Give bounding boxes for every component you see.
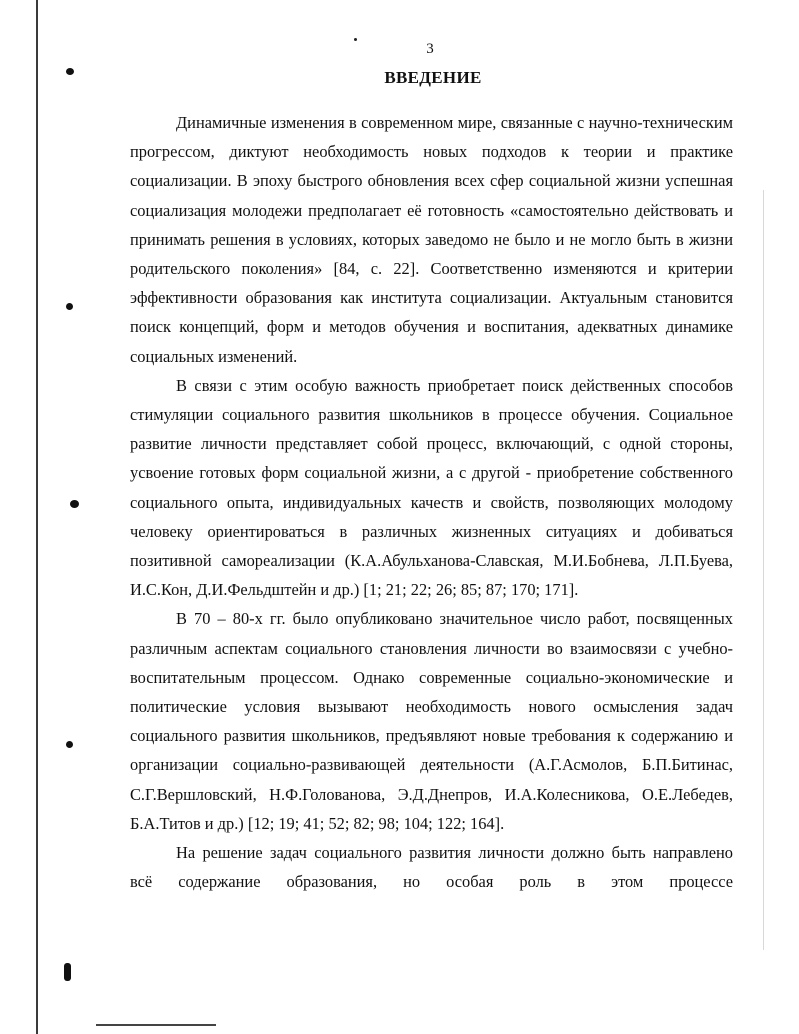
- paragraph: На решение задач социального развития личности должно быть направлено всё содержание образования, но особая роль в этом процессе: [130, 843, 733, 892]
- scan-edge-line: [36, 0, 38, 1034]
- paragraph: В 70 – 80-х гг. было опубликовано значительное число работ, посвященных различным аспектам социального становления личности во взаимосвязи с учебно-воспитательным процессом. Однако современные социально-экономические и политические условия вызывают необходимость нового осмысления задач социального развития школьников, предъявляют новые требования к содержанию и организации социально-развивающей деятельности (А.Г.Асмолов, Б.П.Битинас, С.Г.Вершловский, Н.Ф.Голованова, Э.Д.Днепров, И.А.Колесникова, О.Е.Лебедев, Б.А.Титов и др.) [12; 19; 41; 52; 82; 98; 104; 122; 164].: [130, 609, 733, 833]
- paragraph: В связи с этим особую важность приобретает поиск действенных способов стимуляции социального развития школьников в процессе обучения. Социальное развитие личности представляет собой процесс, включающий, с одной стороны, усвоение готовых форм социальной жизни, а с другой - приобретение собственного социального опыта, индивидуальных качеств и свойств, позволяющих молодому человеку ориентироваться в различных жизненных ситуациях и добиваться позитивной самореализации (К.А.Абульханова-Славская, М.И.Бобнева, Л.П.Буева, И.С.Кон, Д.И.Фельдштейн и др.) [1; 21; 22; 26; 85; 87; 170; 171].: [130, 375, 733, 600]
- scan-fold-line: [763, 190, 764, 950]
- section-heading: ВВЕДЕНИЕ: [384, 68, 482, 87]
- binding-hole-mark: [66, 303, 73, 310]
- scan-bottom-mark: [96, 1024, 216, 1026]
- body-text: [130, 108, 733, 896]
- binding-hole-mark: [64, 963, 71, 981]
- page-number: 3: [426, 41, 434, 57]
- binding-hole-mark: [66, 741, 73, 748]
- paragraph: Динамичные изменения в современном мире, связанные с научно-техническим прогрессом, диктуют необходимость новых подходов к теории и практике социализации. В эпоху быстрого обновления всех сфер социальной жизни успешная социализация молодежи предполагает её готовность «самостоятельно действовать и принимать решения в условиях, которых заведомо не было и не могло быть в жизни родительского поколения» [84, с. 22]. Соответственно изменяются и критерии эффективности образования как института социализации. Актуальным становится поиск концепций, форм и методов обучения и воспитания, адекватных динамике социальных изменений.: [130, 113, 733, 366]
- binding-hole-mark: [70, 500, 79, 508]
